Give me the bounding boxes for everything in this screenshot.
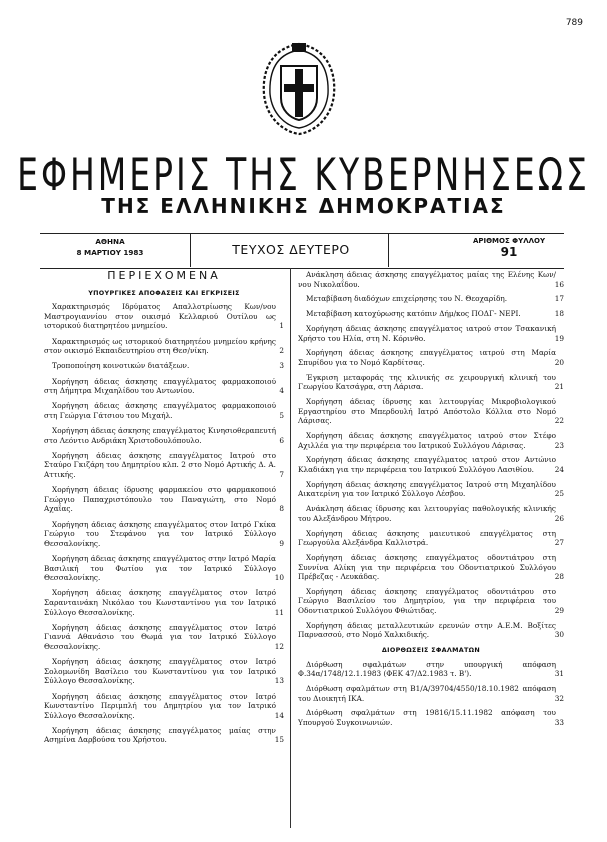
toc-right-column bbox=[298, 270, 564, 733]
toc-entry-number: 5 bbox=[279, 410, 284, 420]
toc-entry bbox=[44, 377, 284, 396]
issue-type: ΤΕΥΧΟΣ ΔΕΥΤΕΡΟ bbox=[232, 242, 350, 257]
toc-entry-text: Μεταβίβαση κατοχύρωσης κατόπιν Δήμ/κος ΠΟΔΓ- ΝΕΡΙ. bbox=[306, 309, 521, 319]
toc-entry bbox=[298, 480, 564, 499]
toc-entry-text: Χορήγηση άδειας άσκησης επαγγέλματος φαρμακοποιού στη Δήμητρα Μιχαηλίδου του Αντωνίου. bbox=[44, 376, 276, 396]
toc-entry bbox=[44, 554, 284, 583]
toc-entry-number: 28 bbox=[554, 572, 564, 582]
sheet-number-box bbox=[454, 236, 564, 258]
header-divider bbox=[190, 233, 191, 267]
toc-entry bbox=[298, 270, 564, 289]
toc-entry-text: Χορήγηση άδειας άσκησης επαγγέλματος ιατρού στον Στέφο Αχιλλέα για την περιφέρεια του Ιατρικού Συλλόγου Λάρισας. bbox=[298, 431, 556, 450]
toc-entry-number: 1 bbox=[279, 321, 284, 331]
toc-entry bbox=[44, 657, 284, 686]
issue-date: 8 ΜΑΡΤΙΟΥ 1983 bbox=[76, 248, 144, 257]
toc-entry bbox=[44, 726, 284, 745]
toc-entry-number: 12 bbox=[274, 641, 284, 651]
toc-title: ΠΕΡΙΕΧΟΜΕΝΑ bbox=[107, 269, 221, 282]
toc-entry-number: 2 bbox=[279, 346, 284, 356]
toc-entry bbox=[44, 692, 284, 721]
toc-entry bbox=[298, 373, 564, 392]
toc-entry bbox=[298, 529, 564, 548]
toc-entry bbox=[298, 621, 564, 640]
issue-header bbox=[40, 233, 564, 269]
toc-entry bbox=[298, 431, 564, 450]
toc-entry-number: 6 bbox=[279, 435, 284, 445]
toc-entry bbox=[44, 337, 284, 356]
toc-entry-text: Χορήγηση άδειας άσκησης επαγγέλματος Κινησιοθεραπευτή στο Λεόντιο Ανδριάκη Χριστοδουλόπουλο. bbox=[44, 426, 276, 445]
toc-entry-text: Ανάκληση άδειας άσκησης επαγγέλματος μαίας της Ελένης Κων/νου Νικολαΐδου. bbox=[298, 270, 556, 289]
toc-entry bbox=[298, 294, 564, 304]
toc-entry-number: 3 bbox=[279, 361, 284, 371]
masthead-title: ΕΦΗΜΕΡΙΣ ΤΗΣ ΚΥΒΕΡΝΗΣΕΩΣ bbox=[17, 148, 590, 201]
toc-entry-number: 10 bbox=[274, 573, 284, 583]
toc-entry-number: 21 bbox=[554, 382, 564, 392]
toc-entry-text: Χορήγηση άδειας άσκησης επαγγέλματος στον Ιατρό Γιαννά Αθανάσιο του Θωμά για τον Ιατρικό Σύλλογο Θεσσαλονίκης. bbox=[44, 622, 276, 651]
toc-entry-number: 27 bbox=[554, 538, 564, 548]
toc-entry bbox=[298, 309, 564, 319]
toc-list-left bbox=[44, 302, 284, 745]
toc-left-column bbox=[44, 270, 284, 751]
toc-entry bbox=[298, 587, 564, 616]
toc-entry-text: Χορήγηση άδειας άσκησης επαγγέλματος ιατρού στον Τσακανική Χρήστο του Ηλία, στη Ν. Κόρινθο. bbox=[298, 323, 556, 343]
toc-entry-number: 15 bbox=[274, 735, 284, 745]
sheet-label: ΑΡΙΘΜΟΣ ΦΥΛΛΟΥ bbox=[472, 237, 546, 245]
toc-entry-number: 30 bbox=[554, 630, 564, 640]
toc-entry bbox=[44, 520, 284, 549]
toc-entry-text: Χορήγηση άδειας άσκησης επαγγέλματος στην Ιατρό Μαρία Βασιλική του Φωτίου για τον Ιατρικό Σύλλογο Θεσσαλονίκης. bbox=[44, 554, 276, 583]
toc-entry-text: Χορήγηση άδειας ίδρυσης φαρμακείου στο φαρμακοποιό Γεώργιο Παπαχριστόπουλο του Παναγιώτη, στο Νομό Αχαΐας. bbox=[44, 485, 276, 514]
toc-entry-number: 16 bbox=[554, 279, 564, 289]
toc-entry-text: Τροποποίηση κοινοτικών διατάξεων. bbox=[52, 361, 190, 371]
toc-entry bbox=[298, 348, 564, 367]
toc-entry-number: 31 bbox=[554, 669, 564, 679]
toc-entry-number: 29 bbox=[554, 606, 564, 616]
toc-entry-number: 13 bbox=[274, 676, 284, 686]
toc-entry-text: Χορήγηση άδειας άσκησης επαγγέλματος στον Ιατρό Γκίκα Γεώργιο του Στεφάνου για τον Ιατρικό Σύλλογο Θεσσαλονίκης. bbox=[44, 519, 276, 548]
toc-entry-text: Χορήγηση άδειας άσκησης επαγγέλματος στον Ιατρό Σολομωνίδη Βασίλειο του Κωνσταντίνου για τον Ιατρικό Σύλλογο Θεσσαλονίκης. bbox=[44, 657, 276, 686]
toc-entry bbox=[44, 485, 284, 514]
masthead-subtitle: ΤΗΣ ΕΛΛΗΝΙΚΗΣ ΔΗΜΟΚΡΑΤΙΑΣ bbox=[101, 194, 506, 218]
issue-place-date bbox=[40, 236, 180, 258]
toc-entry-text: Χορήγηση άδειας άσκησης επαγγέλματος στον Ιατρό Σαρανταινάκη Νικόλαο του Κωνσταντίνου για τον Ιατρικό Σύλλογο Θεσσαλονίκης. bbox=[44, 588, 276, 617]
toc-entry-text: Χορήγηση άδειας άσκησης μαιευτικού επαγγέλματος στη Γεωργούλα Αλεξάνδρα Καλλιστρά. bbox=[298, 528, 556, 548]
toc-entry bbox=[298, 660, 564, 679]
toc-entry-text: Χορήγηση άδειας άσκησης επαγγέλματος στον Ιατρό Κωνσταντίνο Περιμπλή του Δημητρίου για τον Ιατρικό Σύλλογο Θεσσαλονίκης. bbox=[44, 691, 276, 720]
toc-entry-text: Χορήγηση άδειας άσκησης επαγγέλματος οδοντιάτρου στο Γεώργιο Βασιλείου του Δημητρίου, για την περιφέρεια του Οδοντιατρικού Συλλόγου Φθιώτιδας. bbox=[298, 586, 556, 616]
toc-entry-number: 20 bbox=[554, 357, 564, 367]
toc-entry-number: 4 bbox=[279, 386, 284, 396]
section-title-ministerial: ΥΠΟΥΡΓΙΚΕΣ ΑΠΟΦΑΣΕΙΣ ΚΑΙ ΕΓΚΡΙΣΕΙΣ bbox=[88, 288, 240, 297]
toc-entry bbox=[44, 361, 284, 371]
toc-entry-number: 19 bbox=[554, 333, 564, 343]
toc-entry bbox=[44, 401, 284, 420]
toc-list-corrections bbox=[298, 660, 564, 728]
toc-entry-number: 32 bbox=[554, 693, 564, 703]
toc-entry bbox=[298, 684, 564, 703]
section-title-corrections: ΔΙΟΡΘΩΣΕΙΣ ΣΦΑΛΜΑΤΩΝ bbox=[381, 646, 481, 655]
toc-entry-text: Χορήγηση άδειας άσκησης επαγγέλματος μαίας στην Ασημίνα Δαρβούσα του Χρήστου. bbox=[44, 725, 276, 745]
toc-entry-text: Έγκριση μεταφοράς της κλινικής σε χειρουργική κλινική του Γεωργίου Κατσάγρα, στη Λάρισα. bbox=[298, 372, 556, 392]
toc-entry-text: Χαρακτηρισμός ως ιστορικού διατηρητέου μνημείου κρήνης στον οικισμό Εκπαιδευτηρίου στη Θεσ/νίκη. bbox=[44, 336, 276, 356]
toc-list-right bbox=[298, 270, 564, 640]
toc-entry-text: Χορήγηση άδειας άσκησης επαγγέλματος Ιατρού στο Σταύρο Γκιζάρη του Δημητρίου κλπ. 2 στο Νομό Αρτικής Δ. Α. Αττικής. bbox=[44, 450, 276, 480]
page-number: 789 bbox=[565, 18, 583, 28]
column-divider bbox=[290, 268, 291, 828]
toc-entry-text: Χαρακτηρισμός Ιδρύματος Απαλλοτρίωσης Κων/νου Μαστρογιαννίου στον οικισμό Κελλαριού Ουτίλου ως ιστορικού διατηρητέου μνημείου. bbox=[44, 302, 276, 331]
toc-entry-number: 24 bbox=[554, 465, 564, 474]
toc-entry-number: 17 bbox=[554, 294, 564, 304]
toc-entry-number: 23 bbox=[554, 440, 564, 450]
toc-entry bbox=[44, 623, 284, 652]
toc-entry-text: Διόρθωση σφαλμάτων στην υπουργική απόφαση Φ.34α/1748/12.1.1983 (ΦΕΚ 47/Δ2.1983 τ. Β'). bbox=[298, 659, 556, 679]
toc-entry bbox=[44, 588, 284, 617]
toc-entry bbox=[44, 302, 284, 331]
toc-entry bbox=[298, 708, 564, 727]
toc-entry-number: 26 bbox=[554, 513, 564, 523]
toc-entry bbox=[298, 455, 564, 474]
toc-entry-text: Χορήγηση άδειας άσκησης επαγγέλματος ιατρού στη Μαρία Σπυρίδου για το Νομό Καρδίτσας. bbox=[298, 348, 556, 367]
toc-entry bbox=[298, 397, 564, 426]
issue-city: ΑΘΗΝΑ bbox=[95, 237, 125, 246]
toc-entry-text: Χορήγηση άδειας άσκησης επαγγέλματος Ιατρού στη Μιχαηλίδου Αικατερίνη για τον Ιατρικό Σύλλογο Λέσβου. bbox=[298, 479, 556, 499]
toc-entry-text: Διόρθωση σφαλμάτων στη 19816/15.11.1982 απόφαση του Υπουργού Συγκοινωνιών. bbox=[298, 708, 556, 727]
toc-entry-number: 25 bbox=[554, 489, 564, 499]
toc-entry-text: Χορήγηση άδειας άσκησης επαγγέλματος φαρμακοποιού στη Γεώργια Γάτσιου του Μιχαήλ. bbox=[44, 401, 276, 420]
toc-entry-number: 11 bbox=[274, 607, 284, 617]
toc-entry-number: 33 bbox=[554, 717, 564, 727]
toc-entry-number: 22 bbox=[554, 416, 564, 426]
toc-entry-text: Χορήγηση άδειας μεταλλευτικών ερευνών στην Α.Ε.Μ. Βοξίτες Παρνασσού, στο Νομό Χαλκιδικής. bbox=[298, 620, 556, 640]
sheet-number: 91 bbox=[500, 245, 518, 259]
toc-entry-text: Χορήγηση άδειας άσκησης επαγγέλματος οδοντιάτρου στη Συννίνα Αλίκη για την περιφέρεια του Οδοντιατρικού Συλλόγου Πρέβεζας - Λευκάδας. bbox=[298, 552, 556, 582]
toc-entry bbox=[298, 504, 564, 523]
toc-entry-text: Μεταβίβαση διαδόχων επιχείρησης του Ν. Θεοχαρίδη. bbox=[306, 294, 508, 304]
toc-entry-text: Χορήγηση άδειας ίδρυσης και λειτουργίας Μικροβιολογικού Εργαστηρίου στο Μπερδουλή Ιατρό Απόστολο Κόλλια στο Νομό Λάρισας. bbox=[298, 397, 556, 426]
header-divider bbox=[388, 233, 389, 267]
toc-entry bbox=[298, 553, 564, 582]
toc-entry-text: Ανάκληση άδειας ίδρυσης και λειτουργίας παθολογικής κλινικής του Αλεξάνδρου Μήτρου. bbox=[298, 504, 556, 523]
toc-entry bbox=[44, 426, 284, 445]
toc-entry-number: 9 bbox=[279, 538, 284, 548]
toc-entry-number: 14 bbox=[274, 710, 284, 720]
coat-of-arms-emblem bbox=[254, 38, 344, 138]
toc-entry-text: Χορήγηση άδειας άσκησης επαγγέλματος ιατρού στον Αντώνιο Κλαδιάκη για την περιφέρεια του Ιατρικού Συλλόγου Λασιθίου. bbox=[298, 455, 556, 474]
toc-entry-text: Διόρθωση σφαλμάτων στη Β1/Α/39704/4550/18.10.1982 απόφαση του Διοικητή ΙΚΑ. bbox=[298, 684, 556, 703]
toc-entry-number: 8 bbox=[279, 504, 284, 514]
toc-entry-number: 18 bbox=[554, 309, 564, 319]
toc-entry bbox=[298, 324, 564, 343]
toc-entry bbox=[44, 451, 284, 480]
toc-entry-number: 7 bbox=[279, 470, 284, 480]
